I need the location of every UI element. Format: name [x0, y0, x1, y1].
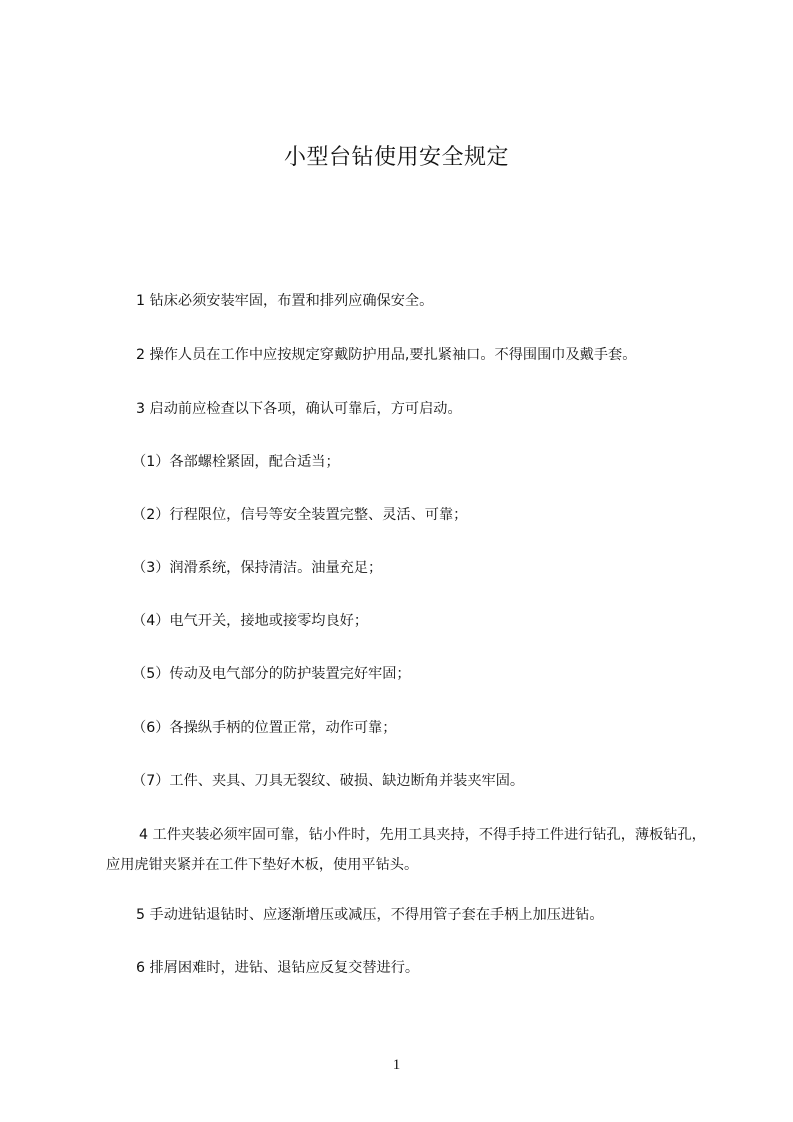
paragraph-3: 3 启动前应检查以下各项，确认可靠后，方可启动。 [136, 401, 462, 417]
paragraph-3-item-3: （3）润滑系统，保持清洁。油量充足； [132, 560, 383, 576]
paragraph-3-item-4: （4）电气开关，接地或接零均良好； [132, 613, 369, 629]
paragraph-3-item-5: （5）传动及电气部分的防护装置完好牢固； [132, 666, 411, 682]
paragraph-4: 4 工件夹装必须牢固可靠，钻小件时，先用工具夹持，不得手持工件进行钻孔，薄板钻孔，应用虎钳夹紧并在工件下垫好木板，使用平钻头。 [106, 827, 706, 873]
paragraph-3-item-1: （1）各部螺栓紧固，配合适当； [132, 454, 340, 470]
paragraph-2: 2 操作人员在工作中应按规定穿戴防护用品,要扎紧袖口。不得围围巾及戴手套。 [136, 347, 637, 363]
document-title: 小型台钻使用安全规定 [283, 145, 509, 170]
paragraph-3-item-7: （7）工件、夹具、刀具无裂纹、破损、缺边断角并装夹牢固。 [132, 773, 525, 789]
paragraph-5: 5 手动进钻退钻时、应逐渐增压或减压，不得用管子套在手柄上加压进钻。 [136, 907, 604, 923]
paragraph-6: 6 排屑困难时，进钻、退钻应反复交替进行。 [136, 960, 420, 976]
paragraph-3-item-6: （6）各操纵手柄的位置正常，动作可靠； [132, 720, 397, 736]
paragraph-1: 1 钻床必须安装牢固，布置和排列应确保安全。 [136, 293, 434, 309]
page-number: 1 [392, 1057, 401, 1073]
paragraph-3-item-2: （2）行程限位，信号等安全装置完整、灵活、可靠； [132, 507, 468, 523]
